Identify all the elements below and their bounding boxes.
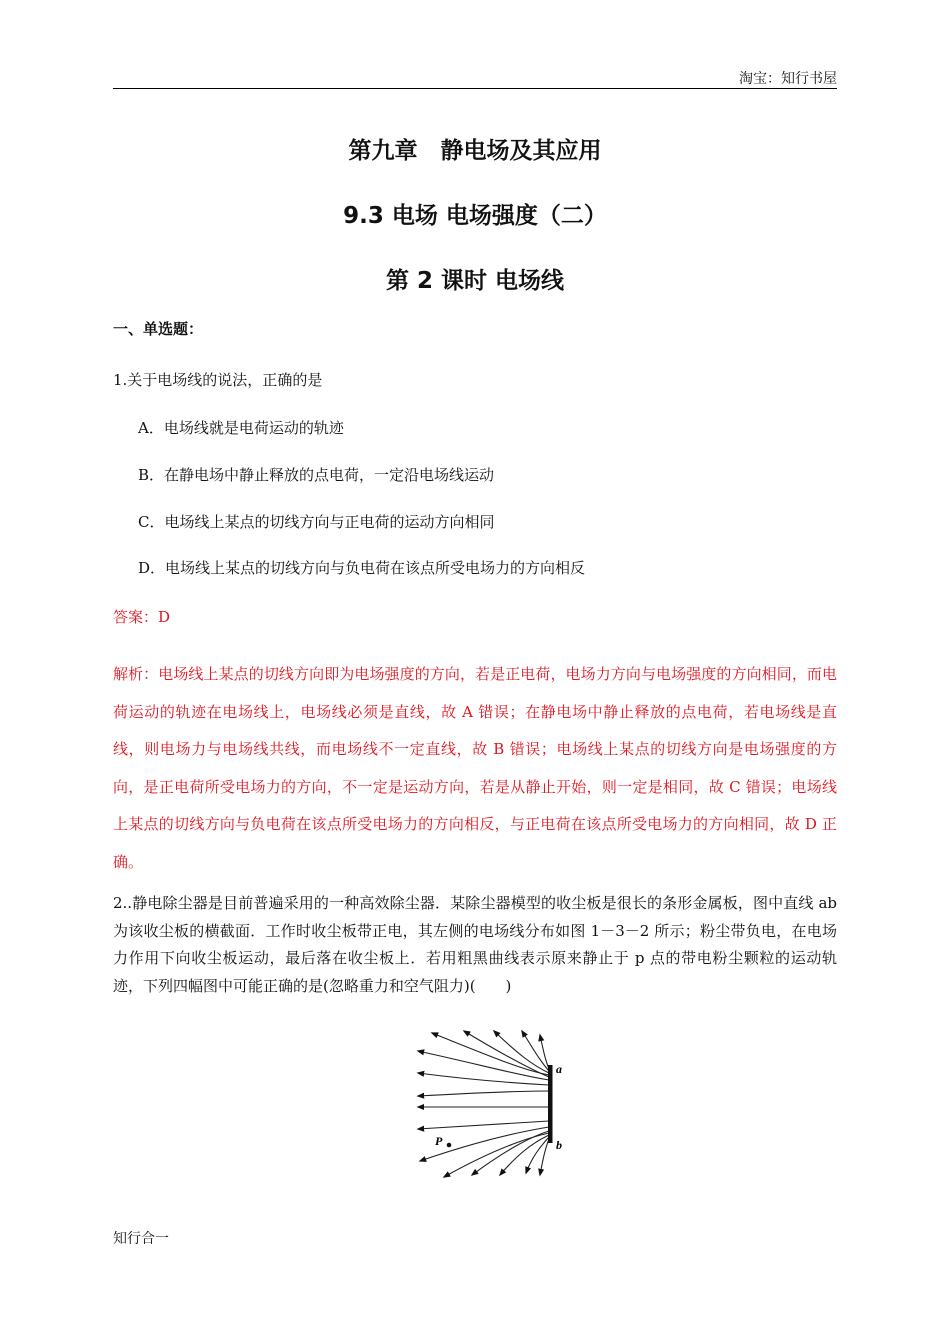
section-heading: 一、单选题： xyxy=(113,320,204,338)
q1-analysis: 解析：电场线上某点的切线方向即为电场强度的方向，若是正电荷，电场力方向与电场强度的方向相同，而电荷运动的轨迹在电场线上，电场线必须是直线，故 A 错误；在静电场中静止释放的点电荷，若电场线是直线，则电场力与电场线共线，而电场线不一定直线，故 B 错误；电场线上某点的切线方向是电场强度的方向，是正电荷所受电场力的方向，不一定是运动方向，若是从静止开始，则一定是相同，故 C 错误；电场线上某点的切线方向与负电荷在该点所受电场力的方向相反，与正电荷在该点所受电场力的方向相同，故 D 正确。 xyxy=(113,665,837,871)
label-b: b xyxy=(556,1138,562,1152)
field-lines-figure xyxy=(412,1025,582,1185)
field-line xyxy=(418,1073,549,1085)
header-shop-name: 淘宝：知行书屋 xyxy=(739,71,837,87)
chapter-title: 第九章 静电场及其应用 xyxy=(348,138,602,164)
field-line xyxy=(526,1137,549,1173)
field-line xyxy=(418,1121,549,1129)
q1-option-a: A．电场线就是电荷运动的轨迹 xyxy=(138,419,344,437)
field-line xyxy=(540,1139,549,1175)
field-line xyxy=(418,1091,549,1096)
q1-answer: 答案：D xyxy=(113,608,171,626)
label-p: P xyxy=(435,1134,443,1148)
q1-option-c: C．电场线上某点的切线方向与正电荷的运动方向相同 xyxy=(138,513,495,531)
q1-stem: 1.关于电场线的说法，正确的是 xyxy=(113,371,323,389)
label-a: a xyxy=(556,1062,562,1076)
q1-option-d: D．电场线上某点的切线方向与负电荷在该点所受电场力的方向相反 xyxy=(138,559,586,577)
point-p-dot xyxy=(447,1143,452,1148)
lesson-title: 第 2 课时 电场线 xyxy=(385,268,565,294)
collector-plate xyxy=(548,1065,553,1143)
section-title: 9.3 电场 电场强度（二） xyxy=(343,203,607,229)
header-rule xyxy=(113,88,837,89)
field-line xyxy=(444,1133,549,1177)
q1-option-b: B．在静电场中静止释放的点电荷，一定沿电场线运动 xyxy=(138,466,495,484)
q2-stem: 2..静电除尘器是目前普遍采用的一种高效除尘器．某除尘器模型的收尘板是很长的条形金属板，图中直线 ab 为该收尘板的横截面．工作时收尘板带正电，其左侧的电场线分布如图 1－3－2 所示；粉尘带负电，在电场力作用下向收尘板运动，最后落在收尘板上．若用粗黑曲线表示原来静止于 p 点的带电粉尘颗粒的运动轨迹，下列四幅图中可能正确的是(忽略重力和空气阻力)( ) xyxy=(113,894,837,995)
field-line xyxy=(472,1131,549,1175)
field-line xyxy=(540,1035,549,1069)
footer-text: 知行合一 xyxy=(113,1231,169,1247)
